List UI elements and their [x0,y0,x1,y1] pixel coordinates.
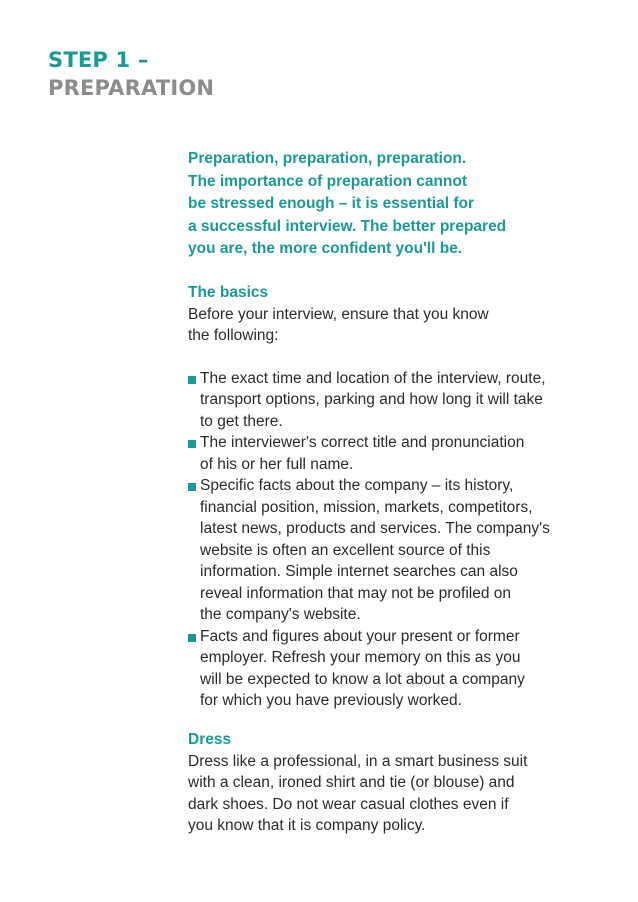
bullet-line: to get there. [200,412,283,430]
intro-line: you are, the more confident you'll be. [188,240,463,257]
basics-text-line: the following: [188,327,279,344]
bullet-line: Specific facts about the company – its history, [200,477,514,494]
square-bullet-icon [188,483,196,491]
dress-text-line: Dress like a professional, in a smart business suit [188,752,528,770]
intro-paragraph [188,148,608,261]
bullet-line: information. Simple internet searches can also [200,563,518,580]
dress-text-line: with a clean, ironed shirt and tie (or blouse) and [188,774,515,791]
basics-heading: The basics [188,283,269,301]
bullet-line: the company's website. [200,606,361,623]
bullet-line: of his or her full name. [200,455,354,473]
bullet-line: The exact time and location of the interview, route, [200,369,546,387]
bullet-item [188,368,608,433]
bullet-item [188,626,608,712]
bullet-item [188,432,608,475]
square-bullet-icon [188,440,196,448]
basics-intro-text [188,304,608,347]
bullet-line: The interviewer's correct title and pronunciation [200,434,525,451]
basics-text-line: Before your interview, ensure that you know [188,305,489,323]
square-bullet-icon [188,634,196,642]
bullet-line: financial position, mission, markets, competitors, [200,498,533,516]
dress-text-line: dark shoes. Do not wear casual clothes even if [188,795,509,813]
bullet-line: website is often an excellent source of this [200,541,491,559]
bullet-line: latest news, products and services. The company's [200,520,550,537]
bullet-line: Facts and figures about your present or former [200,627,520,645]
intro-line: a successful interview. The better prepared [188,217,507,235]
bullet-line: will be expected to know a lot about a company [200,670,525,688]
intro-line: Preparation, preparation, preparation. [188,150,467,167]
basics-bullet-list [188,368,608,712]
step-name-heading: PREPARATION [48,76,215,100]
page-title [48,46,214,102]
dress-text-line: you know that it is company policy. [188,817,426,834]
dress-paragraph [188,751,608,837]
bullet-line: for which you have previously worked. [200,692,462,709]
step-number-heading: STEP 1 – [48,48,149,72]
dress-heading: Dress [188,730,232,748]
bullet-line: transport options, parking and how long it will take [200,391,543,408]
bullet-line: reveal information that may not be profiled on [200,584,512,602]
intro-line: The importance of preparation cannot [188,172,468,190]
bullet-item [188,475,608,626]
bullet-line: employer. Refresh your memory on this as you [200,649,521,666]
square-bullet-icon [188,376,196,384]
main-content [188,148,608,837]
intro-line: be stressed enough – it is essential for [188,195,474,212]
